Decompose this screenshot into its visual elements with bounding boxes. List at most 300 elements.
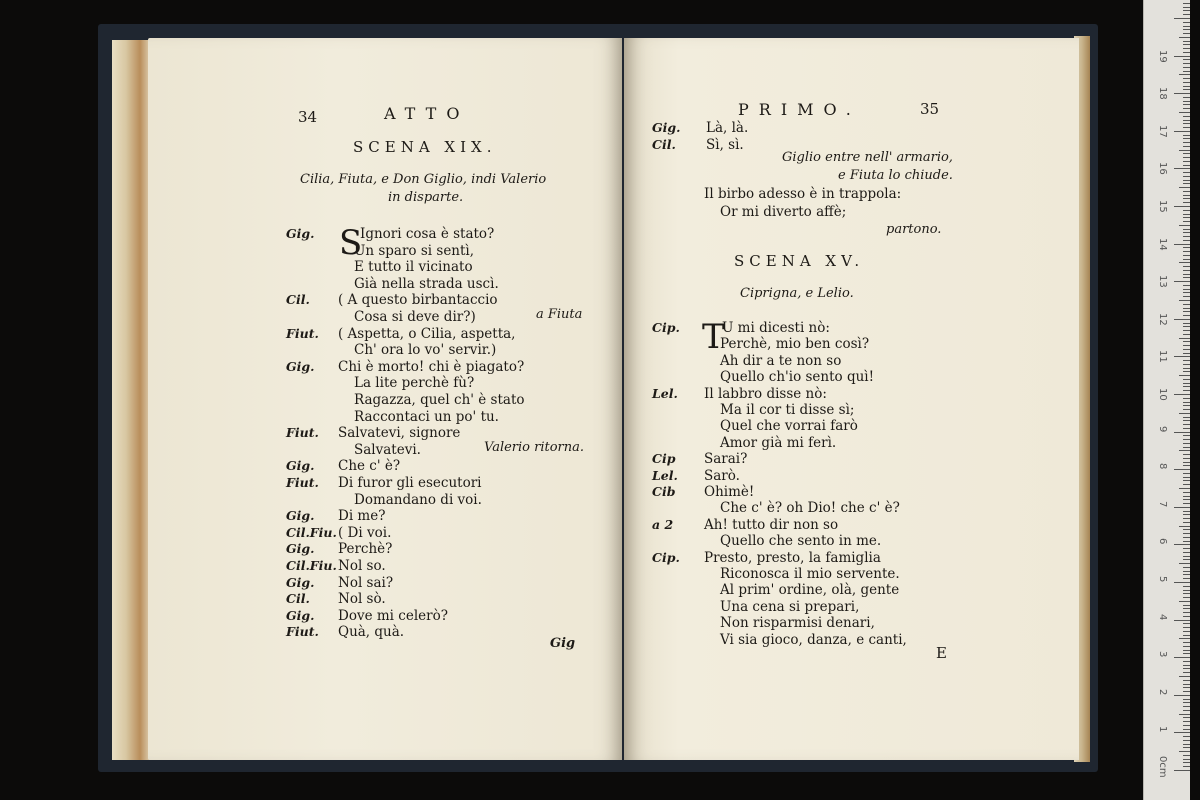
ruler-tick (1179, 526, 1190, 527)
ruler-tick (1183, 755, 1190, 756)
speaker-label: Cip. (652, 320, 680, 335)
running-head: ATTO (384, 104, 470, 123)
ruler-tick (1183, 390, 1190, 391)
speaker-label: Gig. (286, 458, 315, 474)
ruler-number: 15 (1157, 200, 1168, 213)
speaker-label: Gig. (652, 120, 681, 135)
page-number: 34 (298, 108, 318, 126)
verse-line: Sarai? (704, 451, 748, 468)
ruler-tick (1183, 341, 1190, 342)
ruler-tick (1183, 266, 1190, 267)
ruler-tick (1183, 236, 1190, 237)
ruler-number: 8 (1157, 463, 1168, 470)
ruler-tick (1183, 22, 1190, 23)
stage-direction: Giglio entre nell' armario, (782, 150, 953, 165)
ruler-tick (1183, 574, 1190, 575)
speaker-label: Gig. (286, 358, 315, 374)
ruler-tick (1174, 56, 1190, 57)
ruler-tick (1183, 304, 1190, 305)
ruler-tick (1183, 443, 1190, 444)
ruler-tick (1183, 165, 1190, 166)
verse-line: U mi dicesti nò: (722, 320, 830, 336)
verse-line: E tutto il vicinato (354, 259, 473, 276)
ruler-tick (1179, 714, 1190, 715)
ruler-tick (1183, 311, 1190, 312)
ruler-tick (1183, 364, 1190, 365)
verse-line: Di furor gli esecutori (338, 475, 482, 491)
ruler-tick (1174, 93, 1190, 94)
verse-line: Ma il cor ti disse sì; (720, 402, 855, 418)
ruler-tick (1183, 529, 1190, 530)
ruler-tick (1183, 386, 1190, 387)
ruler-tick (1183, 747, 1190, 748)
ruler-tick (1183, 116, 1190, 117)
ruler-tick (1183, 89, 1190, 90)
ruler-tick (1183, 48, 1190, 49)
ruler-tick (1174, 319, 1190, 320)
ruler-tick (1174, 544, 1190, 545)
verse-line: Perchè, mio ben così? (720, 336, 870, 353)
ruler-tick (1183, 296, 1190, 297)
verse-line: Ch' ora lo vo' servir.) (354, 342, 497, 359)
ruler-tick (1183, 736, 1190, 737)
ruler-tick (1174, 168, 1190, 169)
ruler-tick (1183, 405, 1190, 406)
ruler-tick (1183, 161, 1190, 162)
ruler-tick (1183, 326, 1190, 327)
ruler-tick (1179, 751, 1190, 752)
ruler-tick (1179, 488, 1190, 489)
verse-line: Non risparmisi denari, (720, 615, 875, 632)
open-book (112, 30, 1092, 765)
ruler-tick (1183, 202, 1190, 203)
verse-line: Sì, sì. (706, 137, 744, 153)
ruler-tick (1183, 52, 1190, 53)
ruler-tick (1183, 567, 1190, 568)
ruler-tick (1183, 26, 1190, 27)
ruler-tick (1183, 668, 1190, 669)
ruler-tick (1183, 33, 1190, 34)
ruler-tick (1179, 262, 1190, 263)
ruler-tick (1183, 180, 1190, 181)
ruler-tick (1183, 59, 1190, 60)
ruler-tick (1183, 135, 1190, 136)
ruler-tick (1183, 556, 1190, 557)
verse-line: Il birbo adesso è in trappola: (704, 186, 902, 202)
ruler-number: 10 (1157, 388, 1168, 401)
verse-line: ( Di voi. (338, 524, 392, 541)
ruler-tick (1183, 123, 1190, 124)
ruler-tick (1183, 462, 1190, 463)
ruler-tick (1183, 138, 1190, 139)
ruler-tick (1183, 153, 1190, 154)
ruler-tick (1174, 281, 1190, 282)
ruler-tick (1183, 710, 1190, 711)
measurement-ruler (1143, 0, 1190, 800)
ruler-tick (1174, 507, 1190, 508)
verse-line: Già nella strada uscì. (354, 275, 499, 292)
ruler-tick (1183, 142, 1190, 143)
characters-line: in disparte. (388, 190, 464, 205)
ruler-number: 3 (1157, 651, 1168, 658)
verse-line: Il labbro disse nò: (704, 385, 827, 402)
verse-line: ( Aspetta, o Cilia, aspetta, (338, 325, 516, 342)
ruler-tick (1179, 638, 1190, 639)
ruler-tick (1183, 605, 1190, 606)
signature-mark: E (936, 644, 947, 662)
ruler-tick (1179, 601, 1190, 602)
verse-line: Una cena si prepari, (720, 598, 860, 615)
ruler-number: 9 (1157, 425, 1168, 432)
ruler-tick (1183, 289, 1190, 290)
verse-line: Ah! tutto dir non so (704, 516, 839, 533)
verse-line: Un sparo si sentì, (354, 242, 475, 259)
ruler-number: 13 (1157, 275, 1168, 288)
speaker-label: Cip. (652, 549, 680, 565)
verse-line: Perchè? (338, 541, 393, 558)
ruler-tick (1174, 18, 1190, 19)
ruler-tick (1183, 447, 1190, 448)
ruler-tick (1183, 586, 1190, 587)
verse-line: Là, là. (706, 120, 749, 136)
ruler-tick (1183, 492, 1190, 493)
ruler-tick (1183, 368, 1190, 369)
ruler-tick (1174, 432, 1190, 433)
ruler-tick (1183, 97, 1190, 98)
stage-direction: e Fiuta lo chiude. (838, 168, 953, 183)
ruler-tick (1183, 172, 1190, 173)
ruler-tick (1183, 766, 1190, 767)
ruler-tick (1183, 522, 1190, 523)
ruler-tick (1183, 315, 1190, 316)
ruler-tick (1183, 41, 1190, 42)
ruler-tick (1183, 541, 1190, 542)
ruler-tick (1183, 210, 1190, 211)
ruler-tick (1183, 435, 1190, 436)
ruler-tick (1183, 334, 1190, 335)
ruler-tick (1183, 349, 1190, 350)
ruler-tick (1183, 484, 1190, 485)
ruler-tick (1183, 518, 1190, 519)
ruler-tick (1179, 413, 1190, 414)
ruler-tick (1183, 514, 1190, 515)
characters-line: Ciprigna, e Lelio. (740, 286, 854, 301)
ruler-tick (1183, 537, 1190, 538)
ruler-number: 4 (1157, 613, 1168, 620)
scene-title: SCENA XIX. (353, 138, 497, 156)
ruler-tick (1183, 255, 1190, 256)
ruler-tick (1183, 439, 1190, 440)
scene-title: SCENA XV. (734, 252, 865, 270)
ruler-tick (1183, 104, 1190, 105)
ruler-tick (1183, 578, 1190, 579)
speaker-label: Fiut. (286, 325, 319, 341)
ruler-tick (1183, 78, 1190, 79)
right-page (624, 38, 1079, 760)
ruler-tick (1174, 695, 1190, 696)
ruler-tick (1183, 221, 1190, 222)
ruler-tick (1183, 627, 1190, 628)
ruler-tick (1183, 217, 1190, 218)
ruler-tick (1183, 623, 1190, 624)
speaker-label: Gig. (286, 226, 315, 241)
ruler-tick (1183, 642, 1190, 643)
ruler-number: 1 (1157, 726, 1168, 733)
ruler-tick (1183, 44, 1190, 45)
ruler-tick (1183, 759, 1190, 760)
ruler-tick (1183, 229, 1190, 230)
verse-line: Quello che sento in me. (720, 533, 882, 550)
ruler-tick (1183, 183, 1190, 184)
speaker-label: Cil.Fiu. (286, 524, 337, 540)
ruler-tick (1179, 563, 1190, 564)
ruler-tick (1183, 590, 1190, 591)
verse-line: Domandano di voi. (354, 491, 482, 508)
ruler-tick (1174, 732, 1190, 733)
ruler-tick (1183, 424, 1190, 425)
speaker-label: Cip (652, 451, 676, 467)
ruler-tick (1183, 371, 1190, 372)
ruler-tick (1183, 646, 1190, 647)
running-head: PRIMO. (738, 100, 861, 119)
ruler-tick (1179, 676, 1190, 677)
speaker-label: Gig. (286, 541, 315, 557)
verse-line: Or mi diverto affè; (720, 204, 847, 220)
ruler-tick (1183, 454, 1190, 455)
speaker-label: Fiut. (286, 475, 319, 490)
ruler-tick (1183, 548, 1190, 549)
verse-line: Presto, presto, la famiglia (704, 549, 881, 566)
ruler-tick (1183, 687, 1190, 688)
ruler-tick (1183, 7, 1190, 8)
speaker-label: Fiut. (286, 624, 319, 640)
verse-line: Ohimè! (704, 484, 755, 500)
page-number: 35 (920, 100, 940, 118)
ruler-tick (1183, 721, 1190, 722)
ruler-number: 19 (1157, 49, 1168, 63)
ruler-number: 16 (1157, 162, 1168, 176)
speaker-label: Cib (652, 484, 676, 499)
ruler-number: 11 (1157, 350, 1168, 364)
ruler-tick (1183, 593, 1190, 594)
ruler-number: 2 (1157, 688, 1168, 696)
aside-direction: a Fiuta (536, 307, 583, 322)
ruler-tick (1183, 259, 1190, 260)
ruler-tick (1183, 631, 1190, 632)
verse-line: ( A questo birbantaccio (338, 292, 498, 309)
ruler-tick (1183, 762, 1190, 763)
speaker-label: Lel. (652, 467, 678, 483)
stage-direction: partono. (886, 222, 942, 237)
ruler-tick (1183, 127, 1190, 128)
ruler-tick (1183, 292, 1190, 293)
ruler-number: 12 (1157, 312, 1168, 326)
verse-line: Riconosca il mio servente. (720, 566, 900, 582)
ruler-tick (1183, 157, 1190, 158)
ruler-tick (1179, 450, 1190, 451)
ruler-tick (1183, 729, 1190, 730)
ruler-tick (1183, 717, 1190, 718)
speaker-label: Cil. (286, 591, 310, 607)
ruler-tick (1183, 120, 1190, 121)
ruler-tick (1174, 131, 1190, 132)
ruler-tick (1183, 702, 1190, 703)
ruler-tick (1183, 635, 1190, 636)
ruler-number: 7 (1157, 500, 1168, 508)
ruler-tick (1183, 458, 1190, 459)
verse-line: Ragazza, quel ch' è stato (354, 392, 525, 408)
ruler-tick (1183, 10, 1190, 11)
ruler-tick (1183, 699, 1190, 700)
ruler-tick (1183, 496, 1190, 497)
verse-line: Che c' è? (338, 458, 401, 475)
ruler-tick (1183, 198, 1190, 199)
ruler-tick (1183, 480, 1190, 481)
drop-cap: T (702, 317, 725, 357)
ruler-tick (1183, 559, 1190, 560)
speaker-label: a 2 (652, 516, 674, 532)
speaker-label: Gig. (286, 574, 315, 590)
ruler-tick (1174, 356, 1190, 357)
ruler-tick (1183, 63, 1190, 64)
verse-line: Cosa si deve dir?) (354, 309, 476, 325)
ruler-tick (1183, 353, 1190, 354)
ruler-tick (1183, 232, 1190, 233)
verse-line: Dove mi celerò? (338, 607, 448, 624)
verse-line: La lite perchè fù? (354, 375, 475, 392)
ruler-tick (1183, 146, 1190, 147)
ruler-tick (1183, 706, 1190, 707)
ruler-tick (1183, 308, 1190, 309)
verse-line: Sarò. (704, 467, 740, 484)
left-page (148, 38, 622, 760)
ruler-tick (1183, 86, 1190, 87)
ruler-tick (1183, 240, 1190, 241)
speaker-label: Cil.Fiu. (286, 558, 337, 573)
ruler-tick (1183, 191, 1190, 192)
speaker-label: Cil. (286, 292, 310, 308)
ruler-tick (1183, 684, 1190, 685)
verse-line: Chi è morto! chi è piagato? (338, 358, 525, 375)
ruler-number: 14 (1157, 237, 1168, 251)
ruler-tick (1183, 533, 1190, 534)
verse-line: Di me? (338, 508, 386, 525)
ruler-tick (1174, 620, 1190, 621)
ruler-tick (1179, 225, 1190, 226)
ruler-tick (1183, 214, 1190, 215)
ruler-tick (1183, 360, 1190, 361)
verse-line: Al prim' ordine, olà, gente (720, 582, 900, 599)
verse-line: Nol so. (338, 558, 386, 574)
aside-direction: Valerio ritorna. (484, 439, 585, 455)
ruler-tick (1183, 82, 1190, 83)
ruler-tick (1183, 477, 1190, 478)
ruler-tick (1183, 744, 1190, 745)
verse-line: Che c' è? oh Dio! che c' è? (720, 500, 900, 517)
ruler-tick (1174, 770, 1190, 771)
ruler-tick (1183, 608, 1190, 609)
catchword: Gig (550, 636, 576, 651)
ruler-tick (1183, 661, 1190, 662)
ruler-tick (1183, 251, 1190, 252)
ruler-tick (1183, 571, 1190, 572)
ruler-tick (1174, 394, 1190, 395)
ruler-number: 6 (1157, 538, 1168, 545)
ruler-tick (1174, 206, 1190, 207)
ruler-tick (1183, 29, 1190, 30)
verse-line: Ah dir a te non so (720, 352, 842, 369)
ruler-tick (1174, 582, 1190, 583)
ruler-tick (1183, 499, 1190, 500)
ruler-tick (1179, 150, 1190, 151)
ruler-tick (1183, 270, 1190, 271)
ruler-tick (1183, 691, 1190, 692)
speaker-label: Gig. (286, 607, 315, 623)
ruler-tick (1174, 244, 1190, 245)
verse-line: Quello ch'io sento quì! (720, 369, 875, 386)
verse-line: Raccontaci un po' tu. (354, 408, 499, 425)
ruler-tick (1183, 725, 1190, 726)
ruler-tick (1183, 3, 1190, 4)
ruler-tick (1183, 14, 1190, 15)
characters-line: Cilia, Fiuta, e Don Giglio, indi Valerio (300, 172, 547, 187)
ruler-tick (1183, 67, 1190, 68)
ruler-tick (1183, 101, 1190, 102)
ruler-tick (1183, 323, 1190, 324)
left-page-edges (112, 40, 152, 760)
ruler-tick (1174, 657, 1190, 658)
ruler-tick (1183, 672, 1190, 673)
ruler-tick (1183, 612, 1190, 613)
ruler-tick (1174, 469, 1190, 470)
speaker-label: Fiut. (286, 425, 319, 441)
ruler-tick (1183, 330, 1190, 331)
ruler-tick (1183, 665, 1190, 666)
ruler-tick (1183, 428, 1190, 429)
verse-line: Nol sai? (338, 574, 394, 591)
ruler-tick (1179, 338, 1190, 339)
ruler-tick (1183, 511, 1190, 512)
ruler-tick (1179, 375, 1190, 376)
ruler-tick (1183, 409, 1190, 410)
ruler-tick (1183, 108, 1190, 109)
ruler-tick (1183, 176, 1190, 177)
verse-line: Quel che vorrai farò (720, 418, 858, 435)
ruler-tick (1183, 195, 1190, 196)
verse-line: Quà, quà. (338, 624, 405, 641)
ruler-tick (1179, 187, 1190, 188)
ruler-tick (1183, 417, 1190, 418)
ruler-tick (1179, 112, 1190, 113)
ruler-tick (1183, 398, 1190, 399)
ruler-tick (1183, 465, 1190, 466)
verse-line: Salvatevi. (354, 441, 421, 458)
verse-line: Salvatevi, signore (338, 425, 461, 442)
ruler-tick (1183, 740, 1190, 741)
ruler-tick (1183, 552, 1190, 553)
ruler-number: 5 (1157, 576, 1168, 583)
drop-cap: S (339, 223, 363, 263)
ruler-tick (1183, 379, 1190, 380)
ruler-tick (1183, 473, 1190, 474)
ruler-number: 17 (1157, 124, 1168, 138)
speaker-label: Cil. (652, 137, 676, 152)
ruler-tick (1183, 616, 1190, 617)
ruler-tick (1183, 650, 1190, 651)
verse-line: Nol sò. (338, 591, 386, 608)
ruler-tick (1179, 37, 1190, 38)
ruler-unit: 0cm (1157, 756, 1168, 778)
